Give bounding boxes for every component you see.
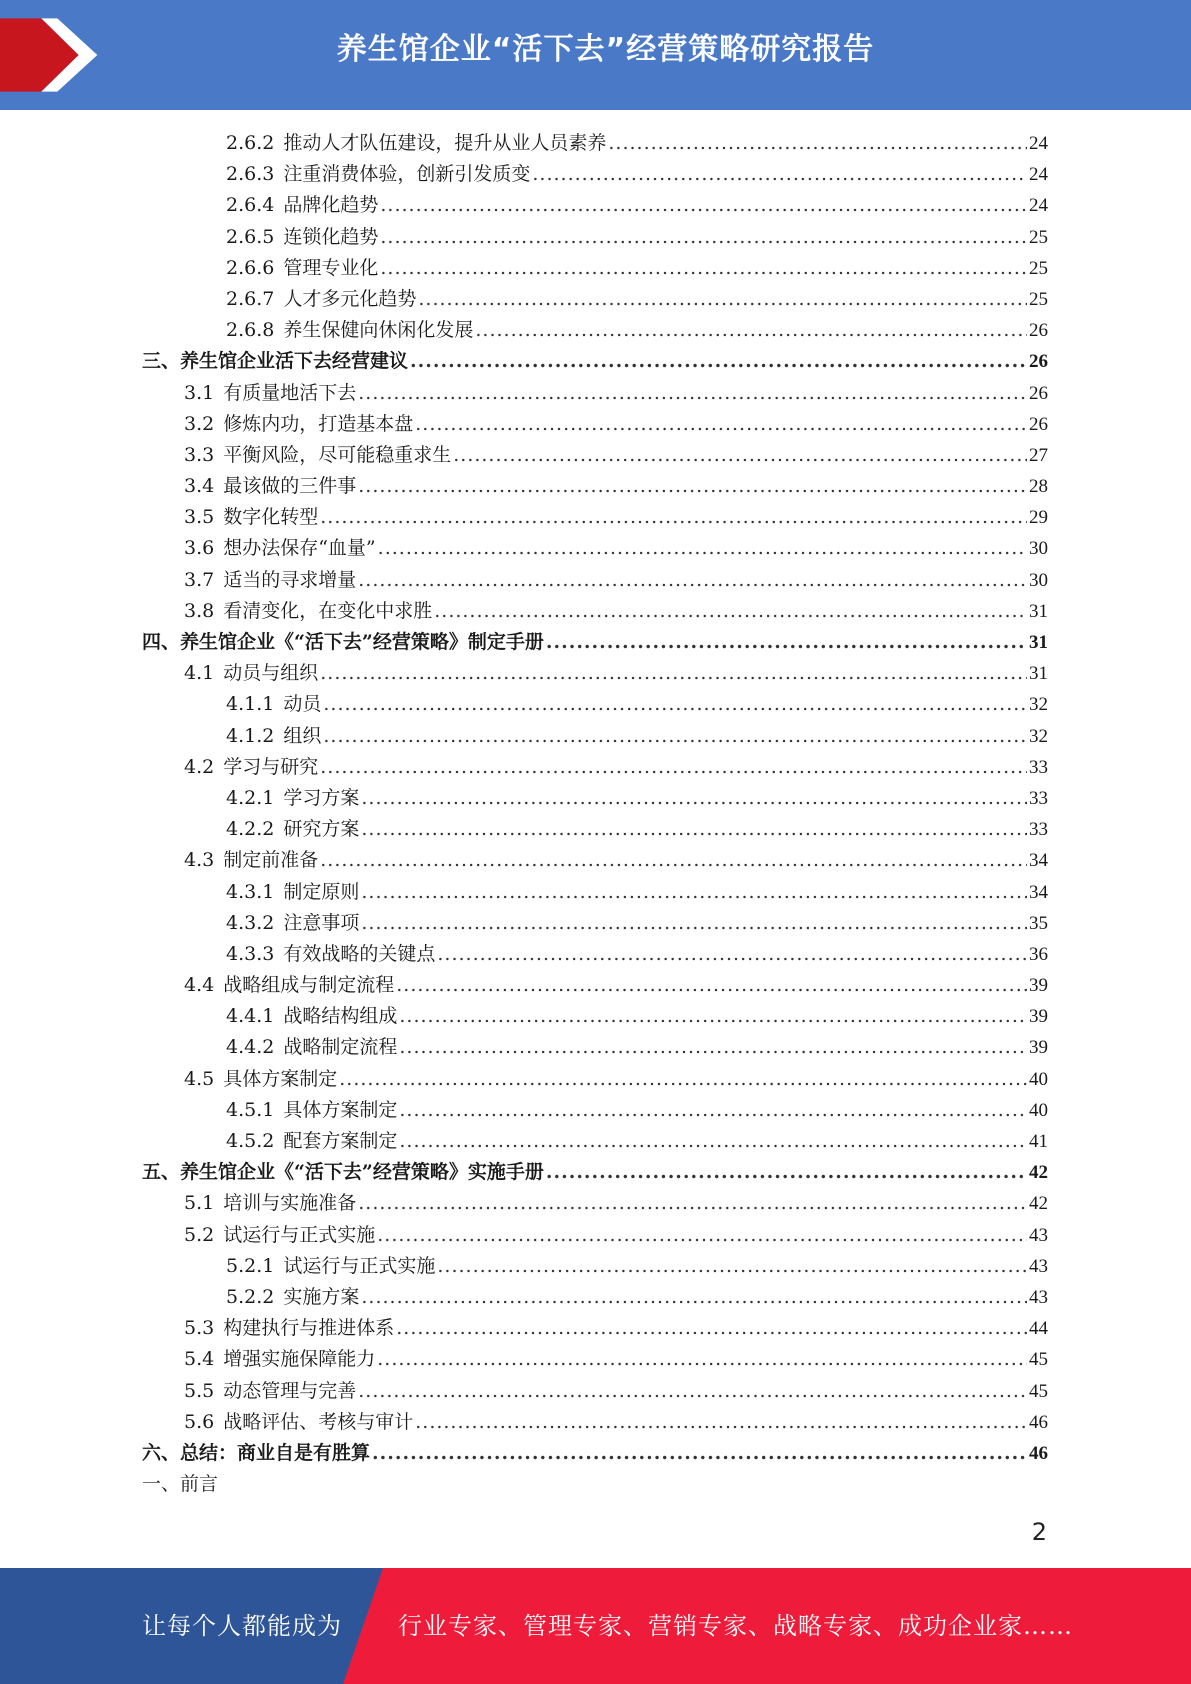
toc-leader-dots — [361, 818, 1027, 840]
toc-entry-number: 4.1.2 — [226, 724, 275, 747]
toc-entry-number: 3.3 — [184, 443, 215, 466]
toc-entry-page: 44 — [1029, 1318, 1048, 1340]
toc-entry[interactable] — [142, 222, 1048, 253]
toc-entry[interactable] — [142, 908, 1048, 939]
toc-entry-title: 修炼内功，打造基本盘 — [223, 412, 414, 435]
toc-leader-dots — [608, 132, 1027, 154]
toc-leader-dots — [358, 569, 1027, 591]
toc-entry-title: 制定原则 — [283, 880, 360, 903]
toc-entry-page: 28 — [1029, 476, 1048, 498]
toc-entry-page: 45 — [1029, 1380, 1048, 1402]
toc-leader-dots — [361, 912, 1027, 934]
toc-entry-title: 注意事项 — [283, 911, 360, 934]
toc-entry-page: 45 — [1029, 1349, 1048, 1371]
toc-entry-page: 36 — [1029, 943, 1048, 965]
toc-entry[interactable] — [142, 877, 1048, 908]
toc-entry-number: 4.4.1 — [226, 1005, 275, 1028]
toc-entry-title: 看清变化，在变化中求胜 — [223, 599, 433, 622]
toc-entry[interactable] — [142, 471, 1048, 502]
toc-entry[interactable] — [142, 409, 1048, 440]
toc-entry[interactable] — [142, 1376, 1048, 1407]
toc-entry[interactable] — [142, 627, 1048, 658]
toc-entry[interactable] — [142, 1032, 1048, 1063]
toc-entry[interactable] — [142, 565, 1048, 596]
toc-leader-dots — [358, 1380, 1027, 1402]
toc-entry[interactable] — [142, 378, 1048, 409]
toc-leader-dots — [437, 943, 1027, 965]
toc-leader-dots — [475, 319, 1027, 341]
toc-entry-page: 26 — [1029, 320, 1048, 342]
toc-entry[interactable] — [142, 284, 1048, 315]
page-number: 2 — [1031, 1518, 1047, 1546]
toc-entry[interactable] — [142, 533, 1048, 564]
toc-entry-number: 4.2.1 — [226, 786, 275, 809]
toc-leader-dots — [361, 787, 1027, 809]
toc-entry[interactable] — [142, 315, 1048, 346]
toc-entry-title: 试运行与正式实施 — [283, 1254, 436, 1277]
toc-trailing-heading: 一、前言 — [142, 1473, 219, 1496]
toc-entry-page: 39 — [1029, 1037, 1048, 1059]
toc-entry-number: 2.6.4 — [226, 194, 275, 217]
toc-entry[interactable] — [142, 159, 1048, 190]
toc-entry[interactable] — [142, 1188, 1048, 1219]
toc-leader-dots — [377, 1348, 1027, 1370]
toc-entry-page: 31 — [1029, 632, 1048, 653]
toc-leader-dots — [380, 226, 1027, 248]
toc-entry-number: 5.2 — [184, 1223, 215, 1246]
toc-entry-title: 组织 — [283, 724, 322, 747]
toc-entry-number: 3.6 — [184, 537, 215, 560]
toc-entry-page: 42 — [1029, 1162, 1048, 1184]
toc-entry-number: 3.5 — [184, 506, 215, 529]
toc-entry-title: 战略评估、考核与审计 — [223, 1410, 414, 1433]
toc-entry-title: 学习与研究 — [223, 755, 319, 778]
toc-entry-number: 4.3.2 — [226, 911, 275, 934]
toc-entry-title: 具体方案制定 — [223, 1067, 338, 1090]
toc-entry-number: 5.1 — [184, 1192, 215, 1215]
toc-leader-dots — [434, 600, 1027, 622]
toc-entry-page: 27 — [1029, 444, 1048, 466]
toc-entry-title: 试运行与正式实施 — [223, 1223, 376, 1246]
toc-leader-dots — [358, 1192, 1027, 1214]
toc-entry-page: 40 — [1029, 1099, 1048, 1121]
toc-entry[interactable] — [142, 1126, 1048, 1157]
toc-entry-title: 注重消费体验，创新引发质变 — [283, 163, 531, 186]
toc-entry-title: 连锁化趋势 — [283, 225, 379, 248]
toc-leader-dots — [396, 974, 1027, 996]
toc-entry-title: 管理专业化 — [283, 256, 379, 279]
toc-entry-number: 5.4 — [184, 1348, 215, 1371]
header-banner — [0, 0, 1191, 110]
toc-entry-title: 平衡风险，尽可能稳重求生 — [223, 443, 452, 466]
toc-entry-title: 推动人才队伍建设，提升从业人员素养 — [283, 132, 607, 154]
toc-entry-page: 33 — [1029, 787, 1048, 809]
toc-leader-dots — [320, 849, 1027, 871]
toc-entry-page: 32 — [1029, 725, 1048, 747]
toc-entry-number: 3.1 — [184, 381, 215, 404]
toc-entry-title: 具体方案制定 — [283, 1098, 398, 1121]
toc-leader-dots — [339, 1068, 1027, 1090]
footer-slogan-left: 让每个人都能成为 — [142, 1612, 342, 1640]
toc-entry-number: 5.3 — [184, 1317, 215, 1340]
toc-entry-number: 5.6 — [184, 1410, 215, 1433]
toc-entry-title: 养生保健向休闲化发展 — [283, 319, 474, 342]
toc-entry-number: 4.4.2 — [226, 1036, 275, 1059]
toc-entry-page: 26 — [1029, 413, 1048, 435]
toc-entry-page: 43 — [1029, 1224, 1048, 1246]
toc-entry-number: 4.2.2 — [226, 818, 275, 841]
toc-entry[interactable] — [142, 752, 1048, 783]
footer-banner — [0, 1568, 1191, 1684]
toc-entry-number: 3.4 — [184, 475, 215, 498]
toc-leader-dots — [546, 631, 1027, 653]
toc-entry-page: 24 — [1029, 164, 1048, 186]
toc-leader-dots — [399, 1036, 1027, 1058]
toc-entry[interactable] — [142, 658, 1048, 689]
toc-entry-number: 2.6.3 — [226, 163, 275, 186]
toc-entry-number: 5.2.1 — [226, 1254, 275, 1277]
toc-entry[interactable] — [142, 128, 1048, 159]
toc-entry-number: 3.7 — [184, 568, 215, 591]
toc-entry-number: 5.2.2 — [226, 1285, 275, 1308]
toc-leader-dots — [377, 1224, 1027, 1246]
toc-entry-title: 培训与实施准备 — [223, 1192, 357, 1215]
toc-leader-dots — [323, 693, 1027, 715]
toc-entry[interactable] — [142, 689, 1048, 720]
toc-entry[interactable] — [142, 1407, 1048, 1438]
toc-entry-number: 3.2 — [184, 412, 215, 435]
toc-entry-number: 4.3 — [184, 849, 215, 872]
toc-entry-page: 30 — [1029, 538, 1048, 560]
toc-entry-number: 2.6.5 — [226, 225, 275, 248]
toc-entry[interactable] — [142, 1344, 1048, 1375]
toc-entry-number: 4.5 — [184, 1067, 215, 1090]
toc-entry-page: 41 — [1029, 1131, 1048, 1152]
toc-leader-dots — [410, 350, 1027, 372]
toc-leader-dots — [380, 257, 1027, 279]
toc-entry-title: 动员 — [283, 693, 322, 716]
toc-entry-number: 4.2 — [184, 755, 215, 778]
toc-entry-title: 最该做的三件事 — [223, 475, 357, 498]
toc-entry-page: 42 — [1029, 1193, 1048, 1215]
toc-entry-page: 24 — [1029, 133, 1048, 154]
toc-entry-title: 学习方案 — [283, 786, 360, 809]
toc-entry-title: 六、总结：商业自是有胜算 — [142, 1441, 371, 1464]
toc-entry-page: 40 — [1029, 1068, 1048, 1090]
toc-entry-page: 35 — [1029, 912, 1048, 934]
toc-entry[interactable] — [142, 721, 1048, 752]
toc-leader-dots — [358, 475, 1027, 497]
toc-entry-number: 4.1 — [184, 662, 215, 685]
toc-entry[interactable] — [142, 1157, 1048, 1188]
toc-entry[interactable] — [142, 970, 1048, 1001]
toc-leader-dots — [546, 1161, 1027, 1183]
toc-entry-page: 24 — [1029, 195, 1048, 217]
toc-entry[interactable] — [142, 814, 1048, 845]
toc-entry-number: 3.8 — [184, 599, 215, 622]
toc-entry-title: 四、养生馆企业《“活下去”经营策略》制定手册 — [142, 631, 544, 653]
toc-entry-number: 5.5 — [184, 1379, 215, 1402]
toc-leader-dots — [415, 413, 1027, 435]
toc-entry-page: 43 — [1029, 1286, 1048, 1308]
toc-entry[interactable] — [142, 1064, 1048, 1095]
toc-entry-page: 33 — [1029, 819, 1048, 841]
toc-entry-number: 2.6.6 — [226, 256, 275, 279]
toc-entry-page: 39 — [1029, 975, 1048, 997]
toc-entry-title: 战略结构组成 — [283, 1005, 398, 1028]
toc-entry-page: 34 — [1029, 850, 1048, 872]
toc-entry-title: 三、养生馆企业活下去经营建议 — [142, 350, 409, 373]
toc-leader-dots — [320, 756, 1027, 778]
toc-entry[interactable] — [142, 346, 1048, 377]
toc-entry-title: 配套方案制定 — [283, 1130, 398, 1152]
toc-entry-title: 品牌化趋势 — [283, 194, 379, 217]
toc-entry-title: 有质量地活下去 — [223, 381, 357, 404]
toc-entry-page: 26 — [1029, 382, 1048, 404]
toc-leader-dots — [358, 382, 1027, 404]
toc-entry[interactable] — [142, 1001, 1048, 1032]
toc-entry-title: 制定前准备 — [223, 849, 319, 872]
toc-leader-dots — [437, 1255, 1027, 1277]
toc-entry-page: 33 — [1029, 756, 1048, 778]
toc-leader-dots — [372, 1442, 1027, 1464]
toc-entry-title: 构建执行与推进体系 — [223, 1317, 395, 1340]
toc-entry[interactable] — [142, 190, 1048, 221]
toc-entry-page: 26 — [1029, 351, 1048, 373]
toc-leader-dots — [323, 725, 1027, 747]
toc-entry-page: 30 — [1029, 569, 1048, 591]
toc-entry[interactable] — [142, 939, 1048, 970]
toc-entry-number: 2.6.8 — [226, 319, 275, 342]
toc-entry-number: 2.6.7 — [226, 287, 275, 310]
toc-entry-title: 有效战略的关键点 — [283, 942, 436, 965]
toc-leader-dots — [380, 194, 1027, 216]
toc-entry-page: 46 — [1029, 1411, 1048, 1433]
toc-entry[interactable] — [142, 1095, 1048, 1126]
toc-leader-dots — [399, 1005, 1027, 1027]
footer-slogan-right: 行业专家、管理专家、营销专家、战略专家、成功企业家…… — [398, 1612, 1073, 1640]
toc-entry[interactable] — [142, 845, 1048, 876]
toc-entry-page: 32 — [1029, 694, 1048, 716]
toc-entry-title: 数字化转型 — [223, 506, 319, 529]
toc-entry-title: 人才多元化趋势 — [283, 287, 417, 310]
table-of-contents — [142, 128, 1048, 1500]
toc-entry-number: 4.4 — [184, 974, 215, 997]
toc-entry-title: 研究方案 — [283, 818, 360, 841]
toc-leader-dots — [418, 288, 1027, 310]
toc-leader-dots — [361, 1286, 1027, 1308]
toc-entry[interactable] — [142, 440, 1048, 471]
toc-entry-page: 25 — [1029, 257, 1048, 279]
toc-entry[interactable] — [142, 596, 1048, 627]
toc-leader-dots — [320, 662, 1027, 684]
toc-entry-page: 25 — [1029, 226, 1048, 248]
toc-entry-number: 4.5.1 — [226, 1098, 275, 1121]
toc-entry-number: 2.6.2 — [226, 132, 275, 154]
toc-leader-dots — [399, 1130, 1027, 1152]
toc-entry-title: 五、养生馆企业《“活下去”经营策略》实施手册 — [142, 1161, 544, 1184]
toc-entry[interactable] — [142, 1251, 1048, 1282]
toc-entry[interactable] — [142, 1313, 1048, 1344]
toc-entry[interactable] — [142, 253, 1048, 284]
toc-leader-dots — [399, 1099, 1027, 1121]
toc-entry-page: 31 — [1029, 600, 1048, 622]
toc-entry-title: 战略组成与制定流程 — [223, 974, 395, 997]
toc-leader-dots — [378, 537, 1027, 559]
toc-entry-title: 动员与组织 — [223, 662, 319, 685]
toc-entry-page: 39 — [1029, 1006, 1048, 1028]
toc-entry-title: 战略制定流程 — [283, 1036, 398, 1059]
toc-entry-number: 4.3.1 — [226, 880, 275, 903]
toc-entry-page: 31 — [1029, 663, 1048, 685]
toc-entry[interactable] — [142, 1282, 1048, 1313]
toc-entry-page: 34 — [1029, 881, 1048, 903]
toc-leader-dots — [361, 881, 1027, 903]
toc-entry-title: 动态管理与完善 — [223, 1379, 357, 1402]
toc-entry-page: 43 — [1029, 1255, 1048, 1277]
toc-leader-dots — [320, 506, 1027, 528]
toc-entry[interactable] — [142, 1220, 1048, 1251]
toc-entry-page: 29 — [1029, 507, 1048, 529]
toc-entry-title: 想办法保存“血量” — [223, 537, 376, 560]
toc-entry-number: 4.1.1 — [226, 693, 275, 716]
toc-leader-dots — [396, 1317, 1027, 1339]
toc-leader-dots — [532, 163, 1027, 185]
toc-entry-title: 增强实施保障能力 — [223, 1348, 376, 1371]
toc-entry[interactable] — [142, 783, 1048, 814]
toc-entry-number: 4.5.2 — [226, 1130, 275, 1152]
toc-entry-page: 25 — [1029, 288, 1048, 310]
toc-entry-number: 4.3.3 — [226, 942, 275, 965]
toc-entry-title: 实施方案 — [283, 1285, 360, 1308]
toc-entry-page: 46 — [1029, 1442, 1048, 1464]
toc-leader-dots — [453, 444, 1027, 466]
toc-entry[interactable] — [142, 1438, 1048, 1469]
toc-leader-dots — [415, 1411, 1027, 1433]
toc-entry[interactable] — [142, 502, 1048, 533]
toc-entry-title: 适当的寻求增量 — [223, 568, 357, 591]
document-title: 养生馆企业“活下去”经营策略研究报告 — [336, 32, 875, 67]
